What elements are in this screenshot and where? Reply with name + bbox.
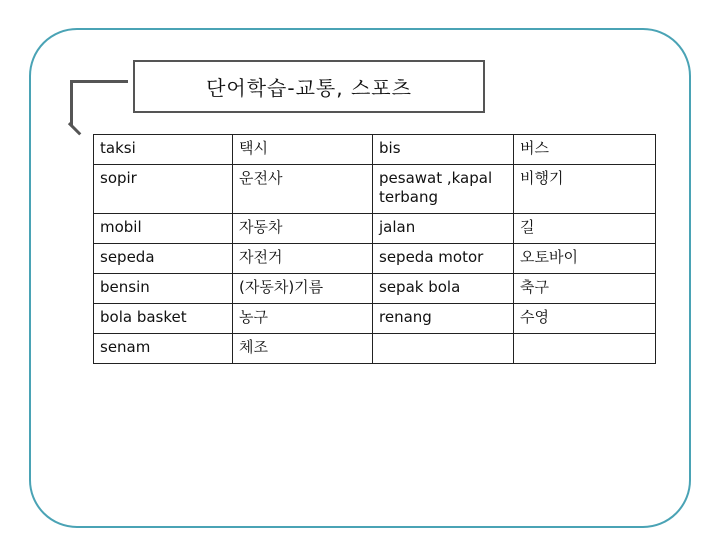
table-cell: 농구 [233, 304, 373, 334]
table-cell: 비행기 [514, 165, 656, 214]
table-cell: 버스 [514, 135, 656, 165]
table-row [94, 274, 656, 304]
table-cell: sepeda motor [373, 244, 514, 274]
table-cell: 길 [514, 214, 656, 244]
table-row [94, 334, 656, 364]
title-box [133, 60, 485, 113]
table-cell [373, 334, 514, 364]
table-row [94, 214, 656, 244]
table-cell: (자동차)기름 [233, 274, 373, 304]
table-cell: mobil [94, 214, 233, 244]
table-cell: renang [373, 304, 514, 334]
page-title: 단어학습-교통, 스포츠 [206, 76, 412, 100]
bracket-decoration [70, 80, 128, 126]
table-row [94, 135, 656, 165]
table-cell: jalan [373, 214, 514, 244]
table-cell: bensin [94, 274, 233, 304]
table-cell: 체조 [233, 334, 373, 364]
table-cell: senam [94, 334, 233, 364]
table-cell: 수영 [514, 304, 656, 334]
table-cell: sepeda [94, 244, 233, 274]
table-row [94, 244, 656, 274]
table-cell: 운전사 [233, 165, 373, 214]
table-cell: 택시 [233, 135, 373, 165]
table-cell: 축구 [514, 274, 656, 304]
table-cell: 오토바이 [514, 244, 656, 274]
table-cell: sopir [94, 165, 233, 214]
table-cell: 자전거 [233, 244, 373, 274]
table-cell: taksi [94, 135, 233, 165]
table-cell: pesawat ,kapal terbang [373, 165, 514, 214]
table-cell: 자동차 [233, 214, 373, 244]
vocabulary-table [93, 134, 656, 364]
table-cell: bis [373, 135, 514, 165]
table-row [94, 165, 656, 214]
table-cell: sepak bola [373, 274, 514, 304]
table-cell [514, 334, 656, 364]
table-row [94, 304, 656, 334]
table-cell: bola basket [94, 304, 233, 334]
